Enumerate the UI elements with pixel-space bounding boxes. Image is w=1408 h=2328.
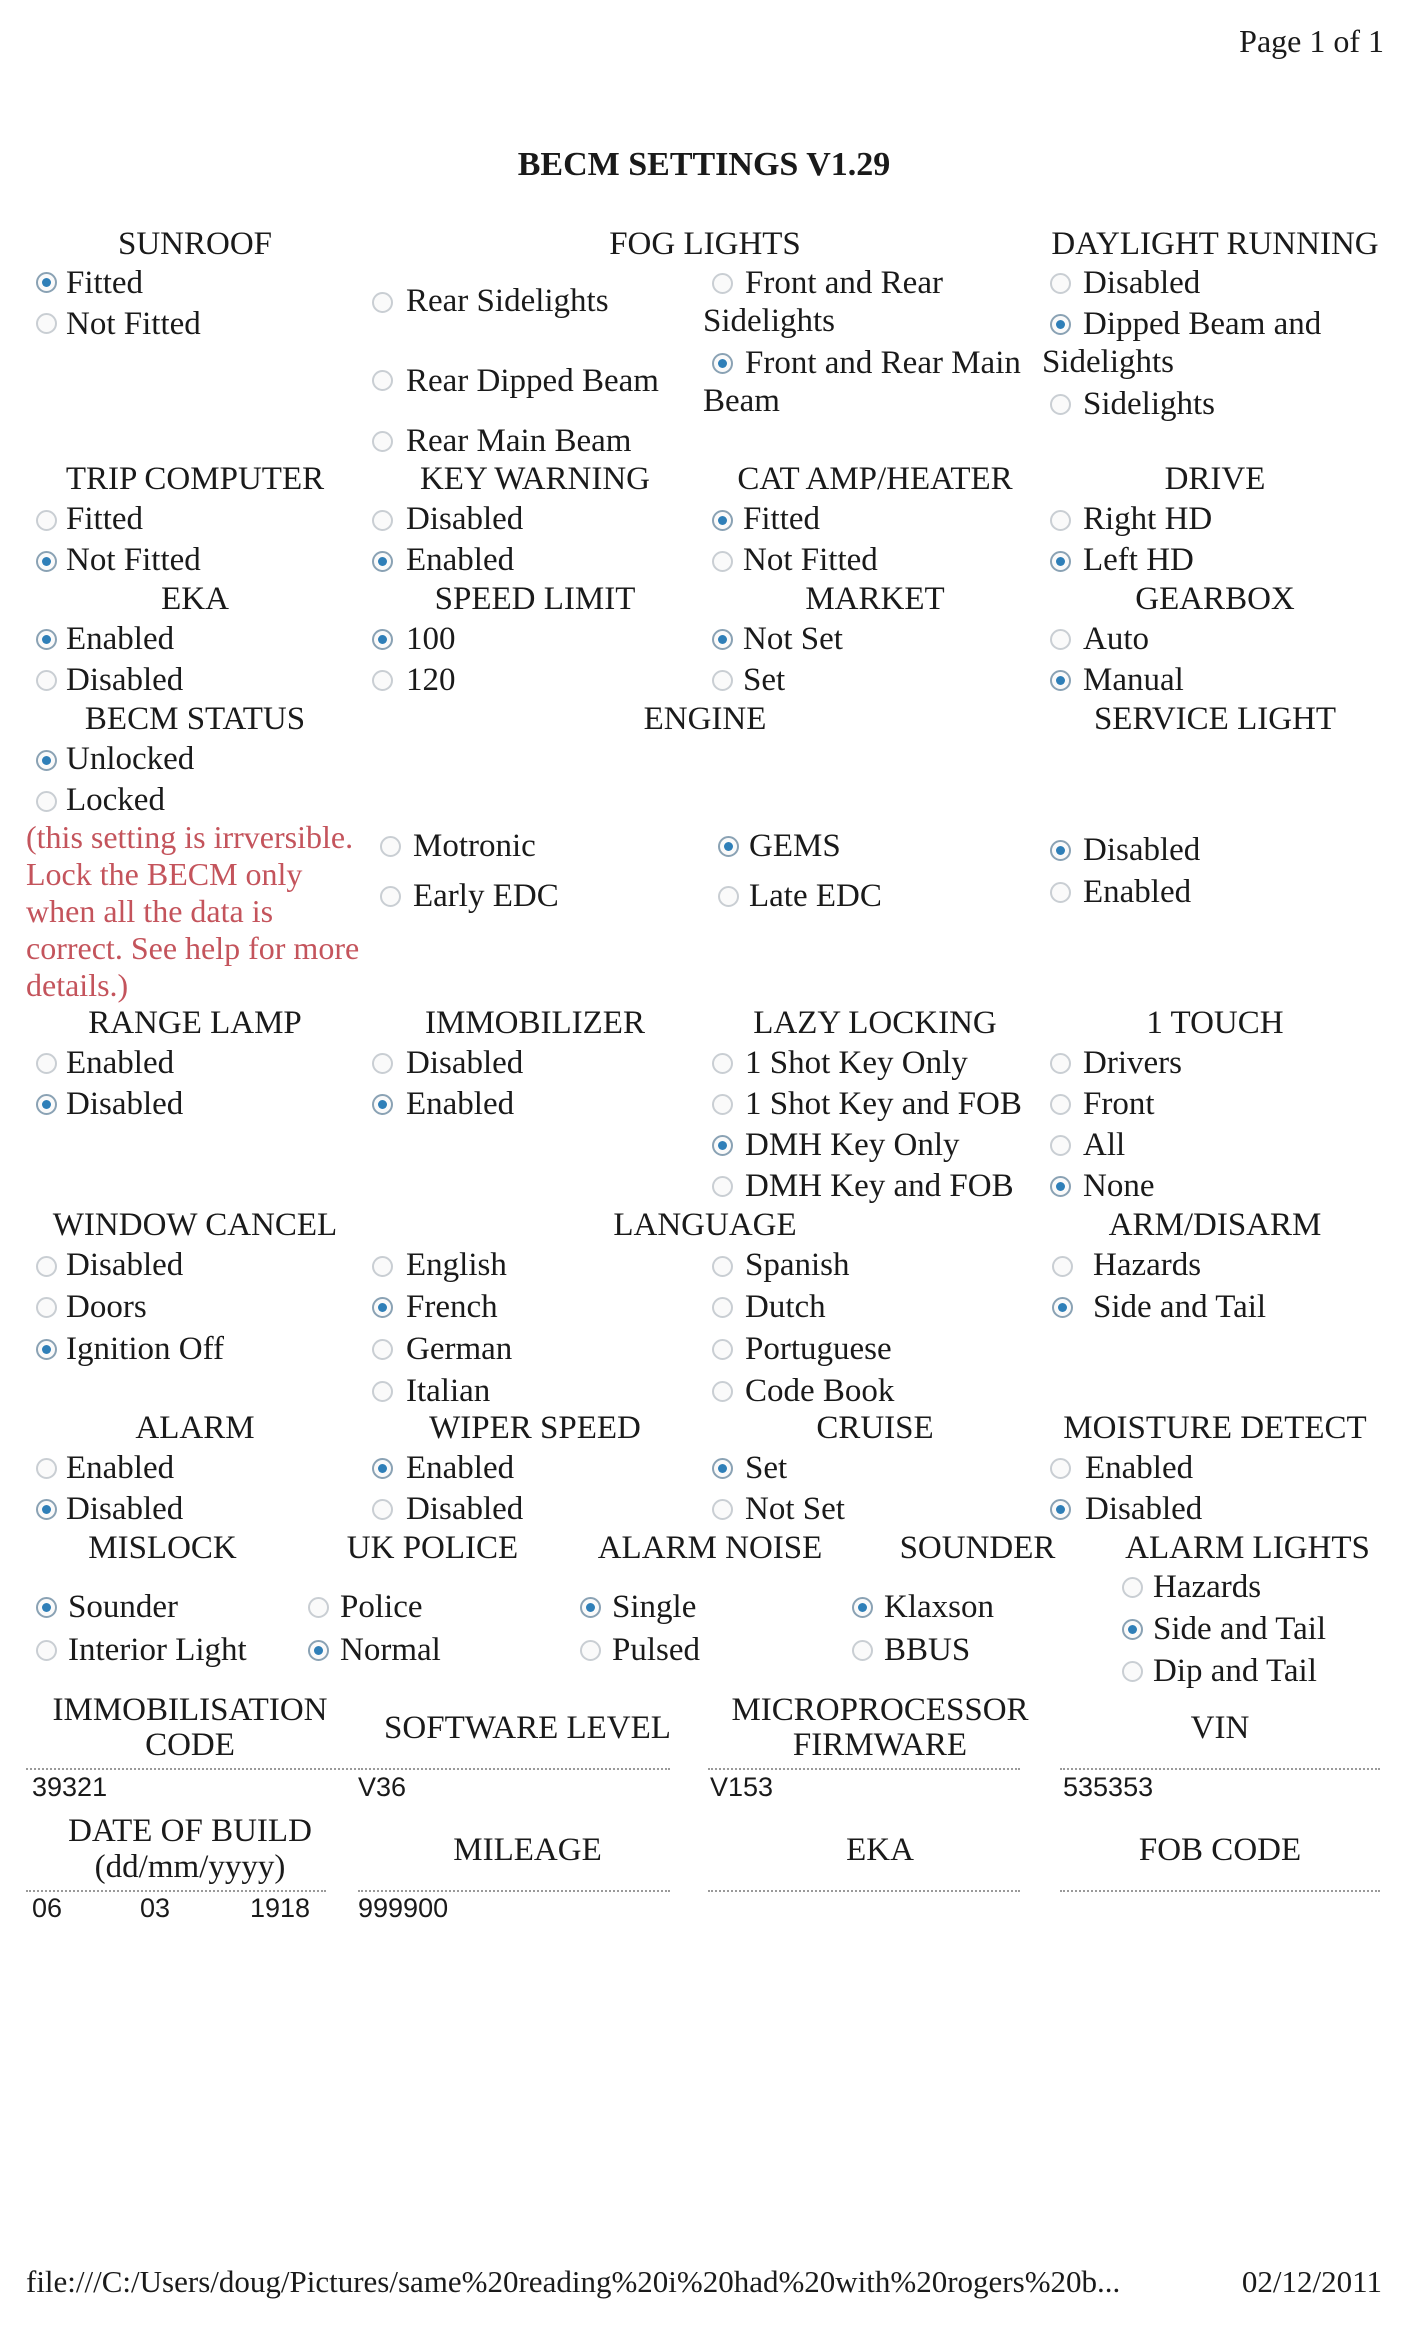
- heading-daylight-running: DAYLIGHT RUNNING: [1051, 226, 1379, 262]
- label-noise-single: Single: [612, 1589, 697, 1625]
- heading-sunroof: SUNROOF: [117, 226, 273, 262]
- radio-immobilizer-disabled[interactable]: [372, 1053, 393, 1074]
- build-day-field[interactable]: 06: [32, 1893, 63, 1923]
- radio-lang-spanish[interactable]: [712, 1256, 733, 1277]
- label-speed-120: 120: [406, 662, 456, 698]
- radio-sunroof-fitted[interactable]: [36, 272, 57, 293]
- label-drl-disabled: Disabled: [1083, 265, 1201, 301]
- page-title: BECM SETTINGS V1.29: [517, 146, 891, 183]
- heading-one-touch: 1 TOUCH: [1146, 1005, 1284, 1041]
- heading-mislock: MISLOCK: [88, 1530, 237, 1566]
- label-trip-not-fitted: Not Fitted: [66, 542, 201, 578]
- label-service-enabled: Enabled: [1083, 874, 1192, 910]
- label-drive-left-hd: Left HD: [1083, 542, 1194, 578]
- label-date-of-build-2: (dd/mm/yyyy): [94, 1849, 286, 1885]
- heading-alarm-lights: ALARM LIGHTS: [1125, 1530, 1370, 1566]
- radio-drive-right-hd[interactable]: [1050, 510, 1071, 531]
- radio-becm-unlocked[interactable]: [36, 750, 57, 771]
- label-alarm-lights-hazards: Hazards: [1153, 1569, 1262, 1605]
- footer-file-path: file:///C:/Users/doug/Pictures/same%20reading%20i%20had%20with%20rogers%20b...: [26, 2264, 1121, 2299]
- heading-fog-lights: FOG LIGHTS: [609, 226, 801, 262]
- immobilisation-code-field[interactable]: 39321: [32, 1772, 108, 1802]
- label-lazy-dmh-key: DMH Key Only: [745, 1127, 960, 1163]
- label-fog-front-rear-sidelights: Front and Rear Sidelights: [703, 265, 943, 339]
- label-immobilisation-code-1: IMMOBILISATION: [52, 1692, 328, 1728]
- label-lang-french: French: [406, 1289, 498, 1325]
- label-lang-spanish: Spanish: [745, 1247, 850, 1283]
- label-alarm-disabled: Disabled: [66, 1491, 184, 1527]
- radio-lang-portuguese[interactable]: [712, 1339, 733, 1360]
- radio-moisture-disabled[interactable]: [1050, 1499, 1071, 1520]
- radio-drl-disabled[interactable]: [1050, 273, 1071, 294]
- radio-window-ignition-off[interactable]: [36, 1339, 57, 1360]
- label-immobilisation-code-2: CODE: [145, 1727, 235, 1763]
- radio-lang-english[interactable]: [372, 1256, 393, 1277]
- becm-lock-warning: (this setting is irrversible. Lock the BECM only when all the data is correct. See help for more details.): [26, 819, 360, 1003]
- radio-engine-late-edc[interactable]: [718, 886, 739, 907]
- label-service-disabled: Disabled: [1083, 832, 1201, 868]
- radio-alarm-enabled[interactable]: [36, 1458, 57, 1479]
- label-becm-locked: Locked: [66, 782, 165, 818]
- label-market-not-set: Not Set: [743, 621, 843, 657]
- label-moisture-disabled: Disabled: [1085, 1491, 1203, 1527]
- heading-language: LANGUAGE: [613, 1207, 797, 1243]
- label-key-warning-disabled: Disabled: [406, 501, 524, 537]
- label-lang-italian: Italian: [406, 1373, 491, 1409]
- label-drl-dipped-beam: Dipped Beam and Sidelights: [1042, 306, 1322, 380]
- microprocessor-firmware-field[interactable]: V153: [710, 1772, 774, 1802]
- label-eka-code: EKA: [846, 1832, 914, 1868]
- heading-market: MARKET: [805, 581, 945, 617]
- heading-trip-computer: TRIP COMPUTER: [65, 461, 325, 497]
- radio-arm-side-tail[interactable]: [1052, 1297, 1073, 1318]
- label-mislock-interior-light: Interior Light: [68, 1632, 247, 1668]
- label-cruise-set: Set: [745, 1450, 788, 1486]
- radio-drive-left-hd[interactable]: [1050, 551, 1071, 572]
- heading-arm-disarm: ARM/DISARM: [1108, 1207, 1322, 1243]
- heading-cruise: CRUISE: [816, 1410, 934, 1446]
- software-level-field[interactable]: V36: [358, 1772, 407, 1802]
- radio-immobilizer-enabled[interactable]: [372, 1094, 393, 1115]
- radio-lang-dutch[interactable]: [712, 1297, 733, 1318]
- radio-cat-fitted[interactable]: [712, 510, 733, 531]
- label-vin: VIN: [1190, 1710, 1250, 1746]
- label-date-of-build-1: DATE OF BUILD: [68, 1813, 312, 1849]
- label-microprocessor-firmware-1: MICROPROCESSOR: [731, 1692, 1029, 1728]
- label-eka-enabled: Enabled: [66, 621, 175, 657]
- label-lazy-1shot-key: 1 Shot Key Only: [745, 1045, 968, 1081]
- radio-range-disabled[interactable]: [36, 1094, 57, 1115]
- label-eka-disabled: Disabled: [66, 662, 184, 698]
- label-becm-unlocked: Unlocked: [66, 741, 195, 777]
- radio-cat-not-fitted[interactable]: [712, 551, 733, 572]
- label-speed-100: 100: [406, 621, 456, 657]
- heading-alarm: ALARM: [135, 1410, 255, 1446]
- date-of-build-underline: [26, 1890, 326, 1892]
- radio-wiper-enabled[interactable]: [372, 1458, 393, 1479]
- label-immobilizer-disabled: Disabled: [406, 1045, 524, 1081]
- radio-mislock-interior-light[interactable]: [36, 1640, 57, 1661]
- heading-eka: EKA: [161, 581, 229, 617]
- label-arm-side-tail: Side and Tail: [1093, 1289, 1267, 1325]
- label-software-level: SOFTWARE LEVEL: [384, 1710, 671, 1746]
- label-police-police: Police: [340, 1589, 423, 1625]
- software-level-underline: [358, 1768, 670, 1770]
- radio-lang-german[interactable]: [372, 1339, 393, 1360]
- label-arm-hazards: Hazards: [1093, 1247, 1202, 1283]
- radio-noise-pulsed[interactable]: [580, 1640, 601, 1661]
- radio-alarm-disabled[interactable]: [36, 1499, 57, 1520]
- label-engine-late-edc: Late EDC: [749, 878, 882, 914]
- label-sounder-klaxson: Klaxson: [884, 1589, 994, 1625]
- label-immobilizer-enabled: Enabled: [406, 1086, 515, 1122]
- radio-eka-disabled[interactable]: [36, 670, 57, 691]
- radio-eka-enabled[interactable]: [36, 629, 57, 650]
- label-gearbox-auto: Auto: [1083, 621, 1149, 657]
- eka-code-underline: [708, 1890, 1020, 1892]
- radio-speed-120[interactable]: [372, 670, 393, 691]
- heading-uk-police: UK POLICE: [346, 1530, 519, 1566]
- radio-engine-early-edc[interactable]: [380, 886, 401, 907]
- radio-key-warning-disabled[interactable]: [372, 510, 393, 531]
- radio-engine-gems[interactable]: [718, 836, 739, 857]
- radio-cruise-set[interactable]: [712, 1458, 733, 1479]
- radio-touch-none[interactable]: [1050, 1176, 1071, 1197]
- label-fog-rear-main-beam: Rear Main Beam: [406, 423, 632, 459]
- label-lang-german: German: [406, 1331, 513, 1367]
- radio-market-set[interactable]: [712, 670, 733, 691]
- label-trip-fitted: Fitted: [66, 501, 144, 537]
- label-wiper-enabled: Enabled: [406, 1450, 515, 1486]
- label-fog-rear-sidelights: Rear Sidelights: [406, 283, 609, 319]
- radio-alarm-lights-hazards[interactable]: [1122, 1577, 1143, 1598]
- label-gearbox-manual: Manual: [1083, 662, 1184, 698]
- fob-code-underline: [1060, 1890, 1380, 1892]
- radio-noise-single[interactable]: [580, 1597, 601, 1618]
- vin-underline: [1060, 1768, 1380, 1770]
- heading-service-light: SERVICE LIGHT: [1093, 701, 1337, 737]
- label-fog-rear-dipped-beam: Rear Dipped Beam: [406, 363, 659, 399]
- label-cruise-not-set: Not Set: [745, 1491, 845, 1527]
- radio-gearbox-auto[interactable]: [1050, 629, 1071, 650]
- label-window-disabled: Disabled: [66, 1247, 184, 1283]
- label-fog-front-rear-main-beam: Front and Rear Main Beam: [703, 345, 1021, 419]
- radio-speed-100[interactable]: [372, 629, 393, 650]
- radio-fog-rear-dipped-beam[interactable]: [372, 370, 393, 391]
- footer-date: 02/12/2011: [1241, 2264, 1382, 2299]
- heading-wiper-speed: WIPER SPEED: [429, 1410, 641, 1446]
- label-touch-drivers: Drivers: [1083, 1045, 1182, 1081]
- heading-window-cancel: WINDOW CANCEL: [52, 1207, 338, 1243]
- radio-window-disabled[interactable]: [36, 1256, 57, 1277]
- radio-service-disabled[interactable]: [1050, 840, 1071, 861]
- heading-cat-amp-heater: CAT AMP/HEATER: [737, 461, 1013, 497]
- heading-moisture-detect: MOISTURE DETECT: [1063, 1410, 1367, 1446]
- heading-lazy-locking: LAZY LOCKING: [753, 1005, 997, 1041]
- build-year-field[interactable]: 1918: [250, 1893, 311, 1923]
- label-lazy-dmh-key-fob: DMH Key and FOB: [745, 1168, 1014, 1204]
- heading-key-warning: KEY WARNING: [419, 461, 651, 497]
- heading-range-lamp: RANGE LAMP: [88, 1005, 302, 1041]
- label-range-enabled: Enabled: [66, 1045, 175, 1081]
- mileage-underline: [358, 1890, 670, 1892]
- radio-lang-french[interactable]: [372, 1297, 393, 1318]
- label-alarm-lights-dip-tail: Dip and Tail: [1153, 1653, 1317, 1689]
- label-window-doors: Doors: [66, 1289, 147, 1325]
- radio-touch-front[interactable]: [1050, 1094, 1071, 1115]
- label-window-ignition-off: Ignition Off: [66, 1331, 224, 1367]
- radio-lazy-dmh-key[interactable]: [712, 1135, 733, 1156]
- radio-wiper-disabled[interactable]: [372, 1499, 393, 1520]
- radio-fog-rear-main-beam[interactable]: [372, 431, 393, 452]
- radio-drl-sidelights[interactable]: [1050, 394, 1071, 415]
- radio-lazy-1shot-key[interactable]: [712, 1053, 733, 1074]
- label-moisture-enabled: Enabled: [1085, 1450, 1194, 1486]
- radio-lazy-1shot-key-fob[interactable]: [712, 1094, 733, 1115]
- immobilisation-code-underline: [26, 1768, 356, 1770]
- label-lang-dutch: Dutch: [745, 1289, 826, 1325]
- radio-mislock-sounder[interactable]: [36, 1597, 57, 1618]
- label-drl-sidelights: Sidelights: [1083, 386, 1216, 422]
- label-noise-pulsed: Pulsed: [612, 1632, 701, 1668]
- label-touch-none: None: [1083, 1168, 1155, 1204]
- label-engine-motronic: Motronic: [413, 828, 536, 864]
- radio-arm-hazards[interactable]: [1052, 1256, 1073, 1277]
- radio-alarm-lights-dip-tail[interactable]: [1122, 1661, 1143, 1682]
- heading-speed-limit: SPEED LIMIT: [434, 581, 636, 617]
- radio-lang-code-book[interactable]: [712, 1381, 733, 1402]
- radio-sounder-bbus[interactable]: [852, 1640, 873, 1661]
- label-mislock-sounder: Sounder: [68, 1589, 178, 1625]
- label-alarm-enabled: Enabled: [66, 1450, 175, 1486]
- radio-alarm-lights-side-tail[interactable]: [1122, 1619, 1143, 1640]
- radio-gearbox-manual[interactable]: [1050, 670, 1071, 691]
- heading-gearbox: GEARBOX: [1135, 581, 1295, 617]
- label-range-disabled: Disabled: [66, 1086, 184, 1122]
- label-key-warning-enabled: Enabled: [406, 542, 515, 578]
- heading-alarm-noise: ALARM NOISE: [597, 1530, 823, 1566]
- radio-trip-not-fitted[interactable]: [36, 551, 57, 572]
- label-wiper-disabled: Disabled: [406, 1491, 524, 1527]
- radio-range-enabled[interactable]: [36, 1053, 57, 1074]
- label-sunroof-fitted: Fitted: [66, 265, 144, 301]
- label-lazy-1shot-key-fob: 1 Shot Key and FOB: [745, 1086, 1022, 1122]
- label-touch-all: All: [1083, 1127, 1126, 1163]
- radio-moisture-enabled[interactable]: [1050, 1458, 1071, 1479]
- radio-lazy-dmh-key-fob[interactable]: [712, 1176, 733, 1197]
- label-touch-front: Front: [1083, 1086, 1155, 1122]
- radio-police-police[interactable]: [308, 1597, 329, 1618]
- radio-market-not-set[interactable]: [712, 629, 733, 650]
- radio-sunroof-not-fitted[interactable]: [36, 313, 57, 334]
- label-fob-code: FOB CODE: [1138, 1832, 1302, 1868]
- radio-touch-drivers[interactable]: [1050, 1053, 1071, 1074]
- label-sounder-bbus: BBUS: [884, 1632, 971, 1668]
- page-number: Page 1 of 1: [1239, 23, 1384, 59]
- radio-sounder-klaxson[interactable]: [852, 1597, 873, 1618]
- radio-becm-locked[interactable]: [36, 791, 57, 812]
- radio-police-normal[interactable]: [308, 1640, 329, 1661]
- radio-cruise-not-set[interactable]: [712, 1499, 733, 1520]
- heading-sounder: SOUNDER: [899, 1530, 1056, 1566]
- label-lang-english: English: [406, 1247, 507, 1283]
- label-lang-code-book: Code Book: [745, 1373, 895, 1409]
- label-engine-early-edc: Early EDC: [413, 878, 559, 914]
- radio-trip-fitted[interactable]: [36, 510, 57, 531]
- heading-drive: DRIVE: [1164, 461, 1266, 497]
- vin-field[interactable]: 535353: [1063, 1772, 1154, 1802]
- radio-window-doors[interactable]: [36, 1297, 57, 1318]
- label-mileage: MILEAGE: [453, 1832, 602, 1868]
- label-police-normal: Normal: [340, 1632, 441, 1668]
- radio-lang-italian[interactable]: [372, 1381, 393, 1402]
- mileage-field[interactable]: 999900: [358, 1893, 449, 1923]
- radio-fog-rear-sidelights[interactable]: [372, 292, 393, 313]
- radio-key-warning-enabled[interactable]: [372, 551, 393, 572]
- label-drive-right-hd: Right HD: [1083, 501, 1213, 537]
- label-market-set: Set: [743, 662, 786, 698]
- radio-touch-all[interactable]: [1050, 1135, 1071, 1156]
- radio-service-enabled[interactable]: [1050, 882, 1071, 903]
- heading-engine: ENGINE: [643, 701, 767, 737]
- microprocessor-firmware-underline: [708, 1768, 1020, 1770]
- label-lang-portuguese: Portuguese: [745, 1331, 892, 1367]
- label-sunroof-not-fitted: Not Fitted: [66, 306, 201, 342]
- label-alarm-lights-side-tail: Side and Tail: [1153, 1611, 1327, 1647]
- label-microprocessor-firmware-2: FIRMWARE: [792, 1727, 968, 1763]
- radio-engine-motronic[interactable]: [380, 836, 401, 857]
- heading-immobilizer: IMMOBILIZER: [425, 1005, 645, 1041]
- heading-becm-status: BECM STATUS: [84, 701, 306, 737]
- label-engine-gems: GEMS: [749, 828, 841, 864]
- label-cat-not-fitted: Not Fitted: [743, 542, 878, 578]
- label-cat-fitted: Fitted: [743, 501, 821, 537]
- build-month-field[interactable]: 03: [140, 1893, 171, 1923]
